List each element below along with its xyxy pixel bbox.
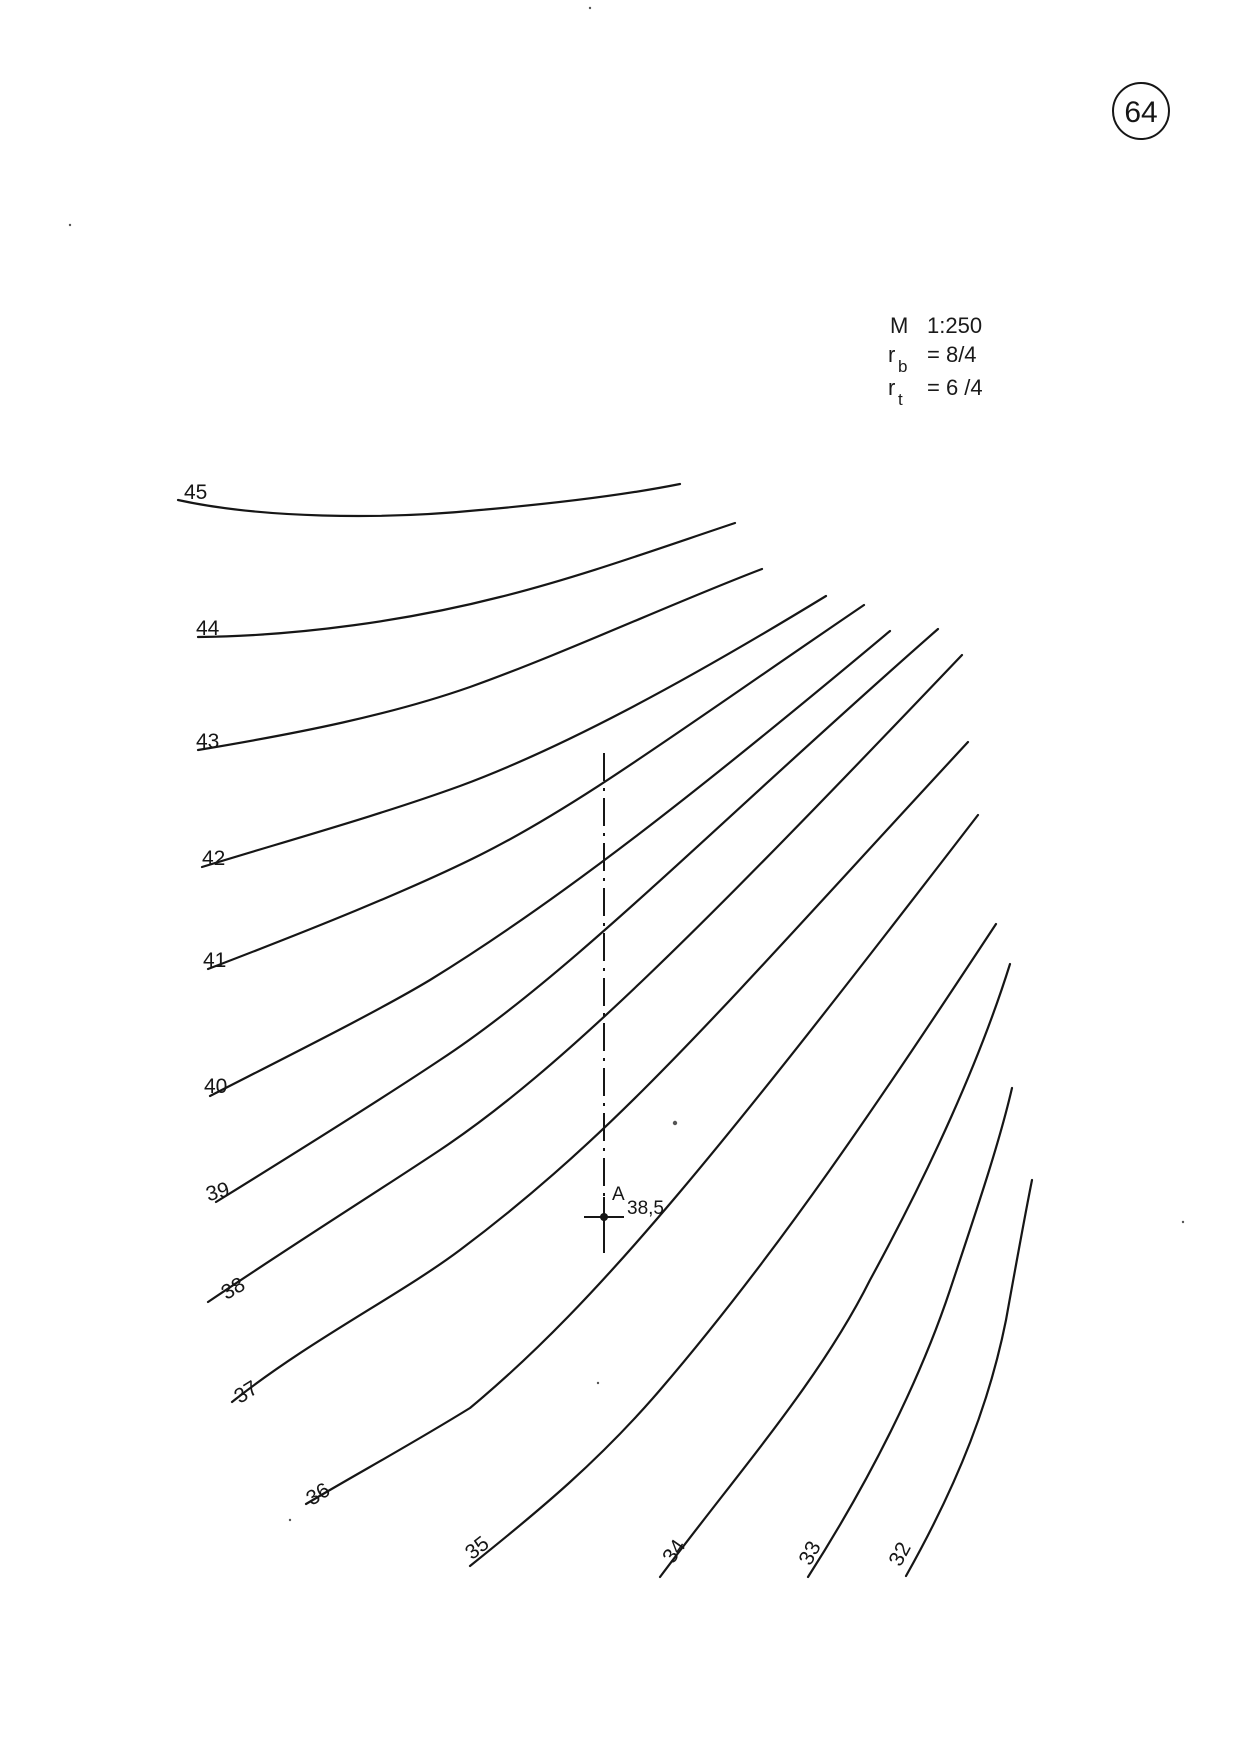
contour-line-35 [470, 924, 996, 1566]
scan-speck [673, 1121, 677, 1125]
contour-label-45: 45 [184, 481, 208, 504]
contour-line-40 [210, 631, 890, 1096]
page-number: 64 [1124, 96, 1158, 129]
scale-value: 1:250 [927, 313, 983, 338]
scan-speck [69, 224, 71, 226]
contour-line-33 [808, 1088, 1012, 1577]
scan-speck [597, 1382, 599, 1384]
rb-value: = 8/4 [927, 342, 977, 367]
contour-line-38 [208, 655, 962, 1302]
point-a-elevation: 38,5 [627, 1198, 664, 1219]
scale-prefix: M [890, 313, 909, 338]
contour-label-40: 40 [204, 1075, 228, 1098]
legend-block [888, 313, 983, 409]
contour-line-44 [198, 523, 735, 637]
point-a [584, 1184, 664, 1253]
rb-subscript: b [898, 357, 908, 376]
contour-label-36: 36 [302, 1478, 335, 1511]
contour-line-41 [208, 605, 864, 969]
contour-line-36 [306, 815, 978, 1504]
contour-line-32 [906, 1180, 1032, 1576]
contour-label-41: 41 [203, 949, 227, 972]
page-number-badge [1113, 83, 1169, 139]
contour-label-42: 42 [202, 847, 226, 870]
contour-label-43: 43 [196, 730, 220, 753]
contour-line-39 [216, 629, 938, 1202]
contour-label-44: 44 [196, 617, 220, 640]
contour-label-34: 34 [658, 1535, 691, 1568]
point-a-dot [600, 1213, 608, 1221]
contour-label-37: 37 [230, 1376, 263, 1409]
contour-line-45 [178, 484, 680, 516]
scan-speck [589, 7, 591, 9]
contour-label-35: 35 [460, 1531, 494, 1565]
rt-subscript: t [898, 390, 903, 409]
scan-speck [1182, 1221, 1184, 1223]
rt-symbol: r [888, 375, 896, 400]
contour-line-43 [198, 569, 762, 750]
contour-label-38: 38 [217, 1272, 250, 1305]
point-a-name: A [612, 1184, 625, 1205]
rb-symbol: r [888, 342, 896, 367]
contour-label-33: 33 [794, 1537, 826, 1569]
scan-speck [289, 1519, 291, 1521]
rt-value: = 6 /4 [927, 375, 983, 400]
contour-label-32: 32 [884, 1538, 916, 1570]
contour-label-39: 39 [203, 1177, 233, 1207]
